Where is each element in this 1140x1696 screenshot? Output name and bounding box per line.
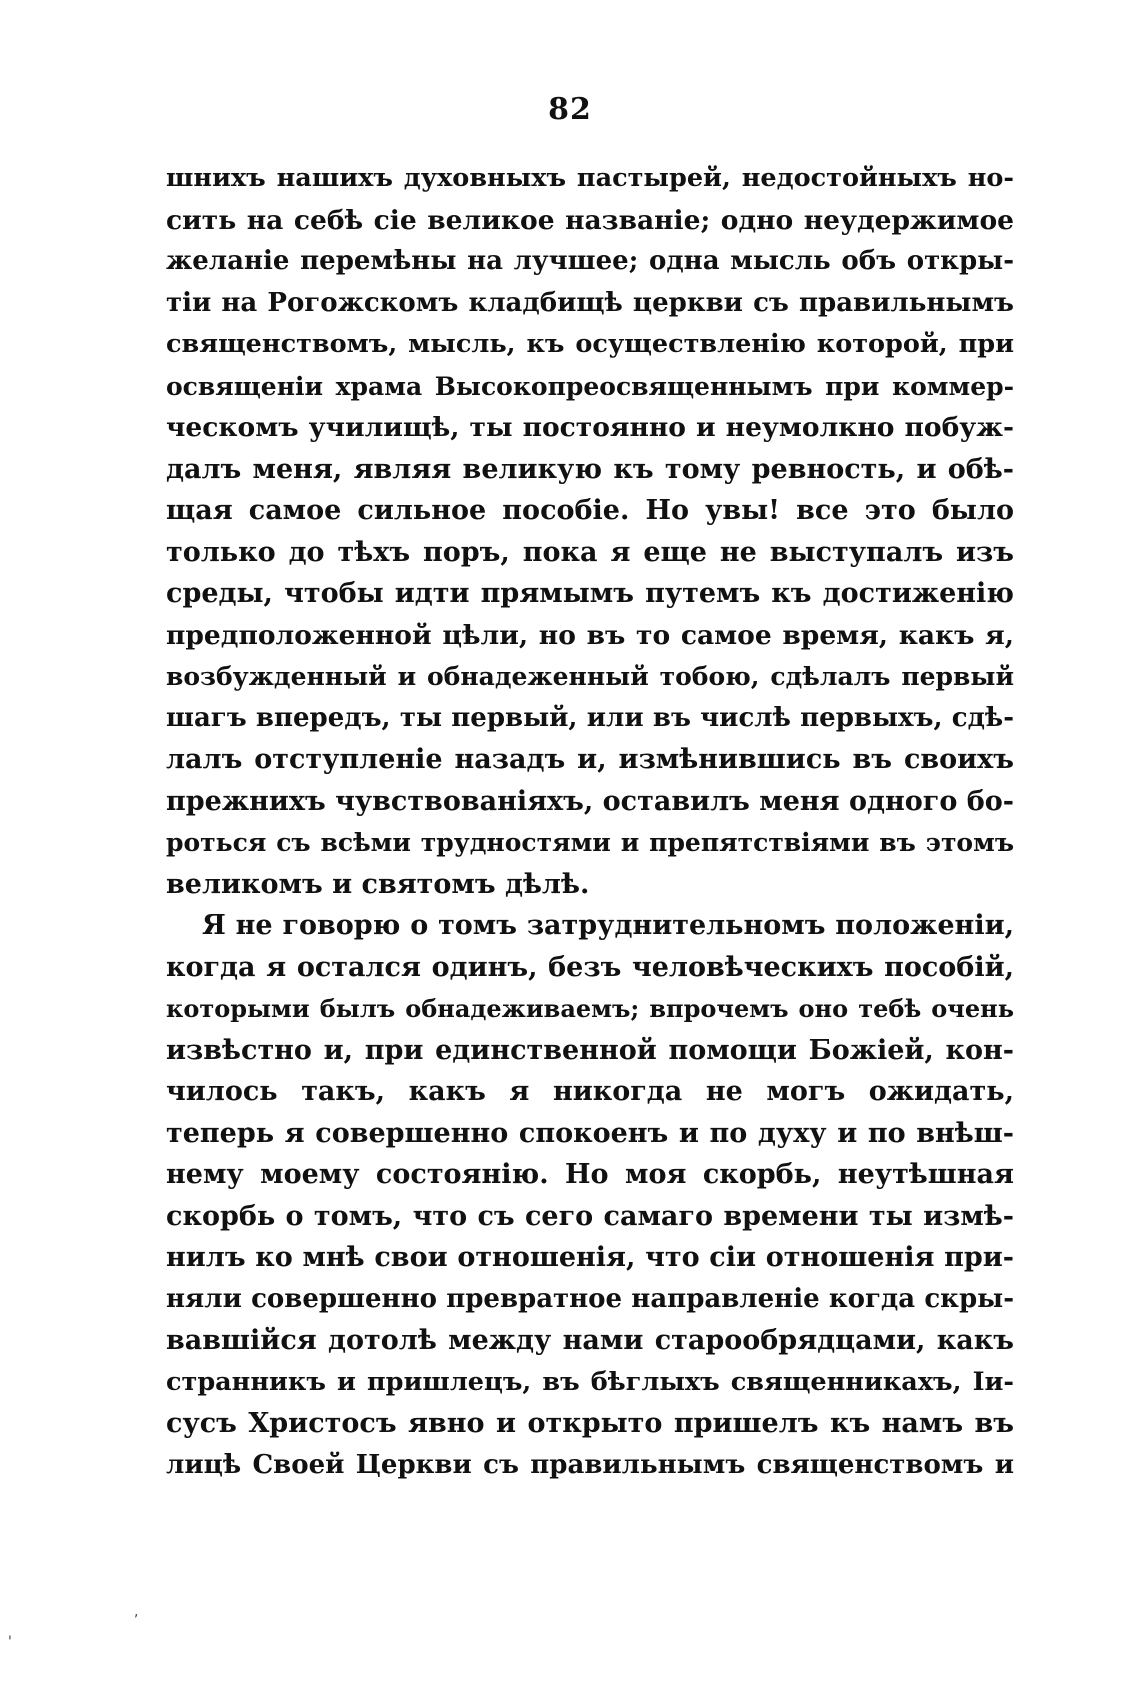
text-line: чилось такъ, какъ я никогда не могъ ожидать, [166,1076,1014,1107]
text-line: щая самое сильное пособіе. Но увы! все это было [166,495,1014,526]
text-line: нему моему состоянію. Но моя скорбь, неутѣшная [166,1159,1014,1190]
text-line: возбужденный и обнадеженный тобою, сдѣлалъ первый [166,662,1014,691]
text-line: скорбь о томъ, что съ сего самаго времени ты измѣ- [166,1200,1014,1232]
paragraph-start-line: Я не говорю о томъ затруднительномъ положеніи, [202,910,1014,941]
text-line: которыми былъ обнадеживаемъ; впрочемъ оно тебѣ очень [166,994,1014,1023]
text-line: только до тѣхъ поръ, пока я еще не выступалъ изъ [166,536,1014,568]
text-line: сусъ Христосъ явно и открыто пришелъ къ намъ въ [166,1408,1014,1439]
text-line: роться съ всѣми трудностями и препятствіями въ этомъ [166,828,1014,857]
text-line: освященіи храма Высокопреосвященнымъ при коммер- [166,371,1014,401]
text-line: шагъ впередъ, ты первый, или въ числѣ первыхъ, сдѣ- [166,702,1014,733]
scan-mark: ' [8,1634,12,1650]
text-line: теперь я совершенно спокоенъ и по духу и по внѣш- [166,1117,1014,1149]
text-line: няли совершенно превратное направленіе когда скры- [166,1283,1014,1314]
text-line: священствомъ, мысль, къ осуществленію которой, при [166,329,1014,359]
text-line: извѣстно и, при единственной помощи Божіей, кон- [166,1034,1014,1066]
text-line: тіи на Рогожскомъ кладбищѣ церкви съ правильнымъ [166,287,1014,318]
text-line: лицѣ Своей Церкви съ правильнымъ священствомъ и [166,1449,1014,1480]
text-line: ческомъ училищѣ, ты постоянно и неумолкно побуж- [166,412,1014,443]
body-text [166,158,1014,1486]
text-line: среды, чтобы идти прямымъ путемъ къ достиженію [166,578,1014,609]
text-line: предположенной цѣли, но въ то самое время, какъ я, [166,619,1014,651]
text-line: шнихъ нашихъ духовныхъ пастырей, недостойныхъ но- [166,163,1014,193]
paragraph-end-line: великомъ и святомъ дѣлѣ. [166,868,590,900]
page-number: 82 [548,92,592,127]
text-line: прежнихъ чувствованіяхъ, оставилъ меня одного бо- [166,785,1014,817]
text-line: когда я остался одинъ, безъ человѣческихъ пособій, [166,951,1014,983]
scan-mark: , [134,1604,139,1620]
text-line: сить на себѣ сіе великое названіе; одно неудержимое [166,204,1014,236]
text-line: лалъ отступленіе назадъ и, измѣнившись въ своихъ [166,744,1014,775]
text-line: нилъ ко мнѣ свои отношенія, что сіи отношенія при- [166,1242,1014,1273]
text-line: далъ меня, являя великую къ тому ревность, и обѣ- [166,453,1014,485]
text-line: желаніе перемѣны на лучшее; одна мысль объ откры- [166,246,1014,276]
text-line: вавшійся дотолѣ между нами старообрядцами, какъ [166,1325,1014,1356]
text-line: странникъ и пришлецъ, въ бѣглыхъ священникахъ, Іи- [166,1366,1014,1397]
